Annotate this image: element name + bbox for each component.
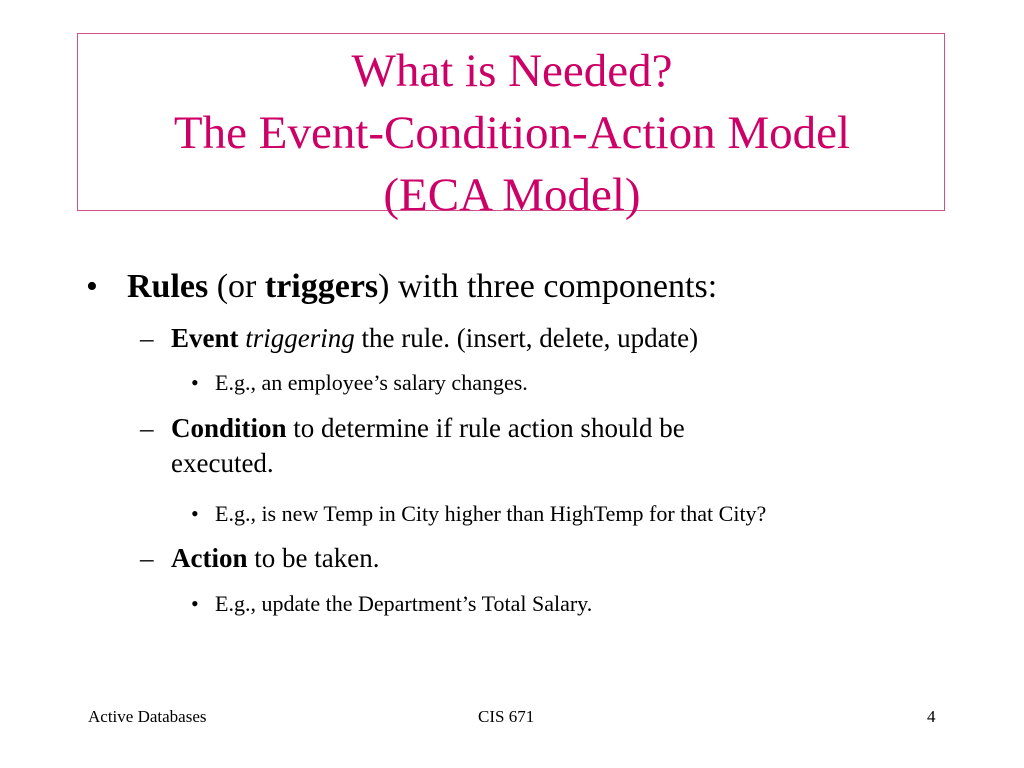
condition-item (171, 413, 685, 444)
bullet-icon: • (191, 501, 199, 526)
condition-example: E.g., is new Temp in City higher than HighTemp for that City? (215, 501, 767, 526)
footer-left: Active Databases (88, 707, 207, 726)
event-bold: Event (171, 323, 239, 353)
main-bullet (127, 268, 717, 306)
dash-icon: – (140, 543, 154, 573)
text: to be taken. (247, 543, 380, 573)
text: (or (208, 268, 265, 305)
dash-icon: – (140, 413, 154, 443)
event-item (171, 323, 698, 354)
event-example: E.g., an employee’s salary changes. (215, 370, 528, 395)
rules-bold: Rules (127, 268, 209, 305)
title-line-1: What is Needed? (351, 45, 673, 97)
text: to determine if rule action should be (286, 413, 685, 443)
event-italic: triggering (238, 323, 355, 353)
dash-icon: – (140, 323, 154, 353)
page-number: 4 (927, 707, 936, 726)
slide-title (77, 40, 947, 226)
triggers-bold: triggers (264, 268, 379, 305)
action-item (171, 543, 379, 574)
bullet-icon: • (191, 370, 199, 395)
action-example: E.g., update the Department’s Total Salary. (215, 591, 593, 616)
text: the rule. (insert, delete, update) (354, 323, 699, 353)
title-line-2: The Event-Condition-Action Model (173, 107, 851, 159)
action-bold: Action (171, 543, 248, 573)
title-line-3: (ECA Model) (383, 169, 641, 221)
text: ) with three components: (378, 268, 718, 305)
condition-item-cont: executed. (171, 448, 274, 478)
footer-center: CIS 671 (478, 707, 535, 726)
bullet-icon: • (191, 591, 199, 616)
condition-bold: Condition (171, 413, 287, 443)
bullet-icon: • (86, 268, 98, 305)
